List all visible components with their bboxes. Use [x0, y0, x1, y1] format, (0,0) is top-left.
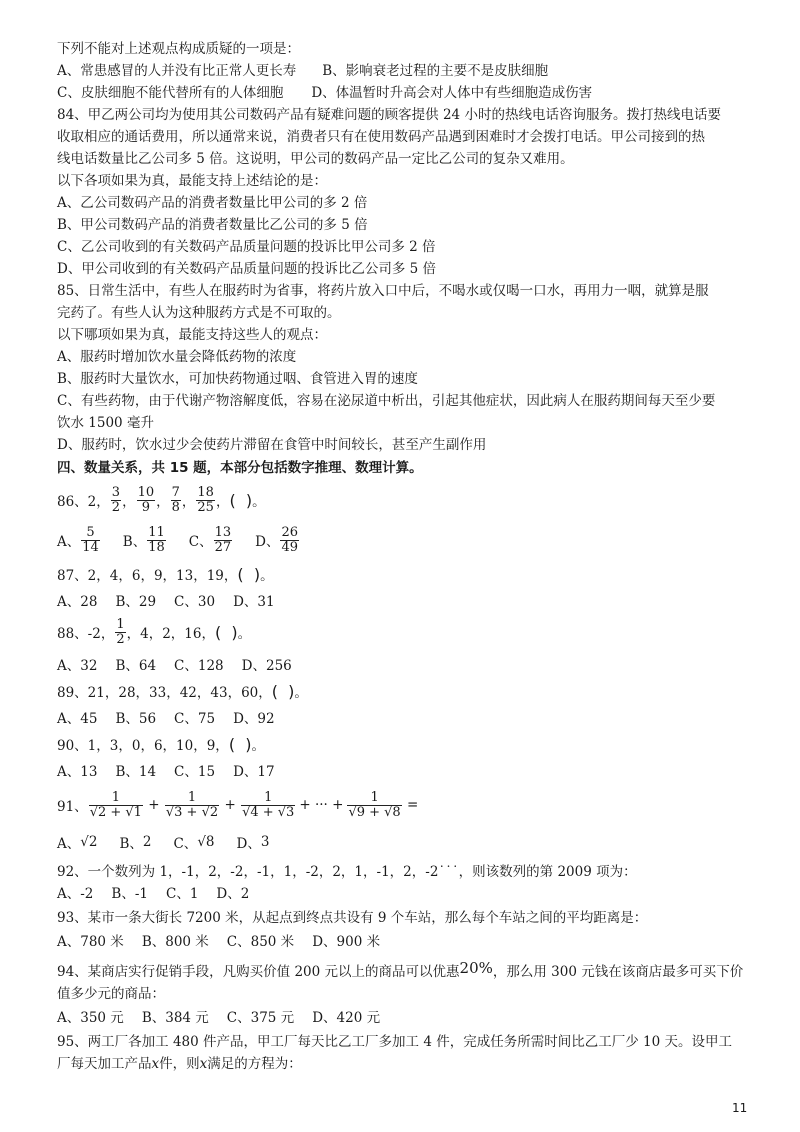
option-b: B、影响衰老过程的主要不是皮肤细胞 [322, 63, 549, 79]
question-93-options: A、780 米 B、800 米 C、850 米 D、900 米 [57, 934, 381, 950]
question-88-stem: 88、-2， $\frac{1}{2}$ ，4，2，16， ( ) 。 [57, 616, 252, 647]
question-94-line-2: 值多少元的商品： [57, 986, 165, 1002]
answer-blank: ( ) [214, 622, 238, 642]
question-88-options: A、32 B、64 C、128 D、256 [57, 658, 292, 674]
page-number: 11 [732, 1101, 748, 1115]
question-91-options: A、 √2 B、 2 C、 √8 D、 3 [57, 834, 270, 852]
fraction: $\frac{18}{25}$ [197, 484, 214, 515]
question-83-options-cd [57, 82, 747, 104]
question-83-stem: 下列不能对上述观点构成质疑的一项是： [57, 41, 300, 57]
question-85-option-b: B、服药时大量饮水，可加快药物通过咽、食管进入胃的速度 [57, 371, 418, 387]
question-85-option-c-line-2: 饮水 1500 毫升 [57, 415, 154, 431]
question-84-prompt: 以下各项如果为真，最能支持上述结论的是： [57, 173, 327, 189]
question-84-option-c: C、乙公司收到的有关数码产品质量问题的投诉比甲公司多 2 倍 [57, 239, 436, 255]
question-89-options: A、45 B、56 C、75 D、92 [57, 711, 275, 727]
fraction: $\frac{26}{49}$ [281, 524, 299, 555]
answer-blank: ( ) [271, 682, 295, 701]
question-84-option-b: B、甲公司数码产品的消费者数量比乙公司的多 5 倍 [57, 217, 368, 233]
question-87-stem: 87、2，4，6，9，13，19，( )。 [57, 565, 274, 584]
question-83-options-ab [57, 60, 747, 82]
question-92-stem: 92、一个数列为 1，-1，2，-2，-1，1，-2，2，1，-1，2，-2˙˙˙，则该数列的第 2009 项为： [57, 864, 637, 880]
question-85-prompt: 以下哪项如果为真，最能支持这些人的观点： [57, 327, 327, 343]
document-page [57, 38, 747, 1075]
question-87-options: A、28 B、29 C、30 D、31 [57, 594, 275, 610]
question-84-line-2: 收取相应的通话费用，所以通常来说，消费者只有在使用数码产品遇到困难时才会拨打电话。甲公司接到的热 [57, 129, 705, 145]
fraction: $\frac{1}{√9 + √8}$ [348, 789, 401, 820]
question-84-option-a: A、乙公司数码产品的消费者数量比甲公司的多 2 倍 [57, 195, 368, 211]
question-90-stem: 90、1，3，0，6，10，9，( )。 [57, 735, 265, 754]
question-86-stem: 86、2， $\frac{3}{2}$ ， $\frac{10}{9}$ ， $\frac{7}{8}$ ， $\frac{18}{25}$ ， ( ) 。 [57, 484, 266, 515]
question-94-line-1: 94、某商店实行促销手段，凡购买价值 200 元以上的商品可以优惠20%，那么用 300 元钱在该商店最多可买下价 [57, 959, 744, 980]
fraction: $\frac{1}{√4 + √3}$ [242, 789, 295, 820]
question-91-expression: 91、 $\frac{1}{√2 + √1}$ + $\frac{1}{√3 + √2}$ + $\frac{1}{√4 + √3}$ + ··· + $\frac{1}{√9 + √8}$ = [57, 789, 419, 820]
option-c: C、皮肤细胞不能代替所有的人体细胞 [57, 85, 284, 101]
fraction: $\frac{1}{√3 + √2}$ [165, 789, 219, 820]
question-85-option-a: A、服药时增加饮水量会降低药物的浓度 [57, 349, 297, 365]
question-94-options: A、350 元 B、384 元 C、375 元 D、420 元 [57, 1010, 381, 1026]
question-85-option-d: D、服药时，饮水过少会使药片滞留在食管中时间较长，甚至产生副作用 [57, 437, 487, 453]
fraction: $\frac{1}{2}$ [116, 616, 125, 647]
question-92-options: A、-2 B、-1 C、1 D、2 [57, 886, 250, 902]
fraction: $\frac{13}{27}$ [214, 524, 232, 555]
fraction: $\frac{7}{8}$ [171, 484, 180, 515]
question-89-stem: 89、21，28，33，42，43，60，( )。 [57, 682, 308, 701]
answer-blank: ( ) [229, 490, 253, 510]
fraction: $\frac{10}{9}$ [137, 484, 155, 515]
answer-blank: ( ) [228, 735, 252, 754]
question-95-line-2: 厂每天加工产品x件，则x满足的方程为： [57, 1056, 302, 1072]
fraction: $\frac{3}{2}$ [111, 484, 121, 515]
option-d: D、体温暂时升高会对人体中有些细胞造成伤害 [311, 85, 593, 101]
question-85-option-c-line-1: C、有些药物，由于代谢产物溶解度低，容易在泌尿道中析出，引起其他症状，因此病人在服药期间每天至少要 [57, 393, 716, 409]
answer-blank: ( ) [237, 565, 261, 584]
question-90-options: A、13 B、14 C、15 D、17 [57, 764, 275, 780]
fraction: $\frac{5}{14}$ [82, 524, 99, 555]
question-84-line-1: 84、甲乙两公司均为使用其公司数码产品有疑难问题的顾客提供 24 小时的热线电话咨询服务。拨打热线电话要 [57, 107, 721, 123]
question-84-option-d: D、甲公司收到的有关数码产品质量问题的投诉比乙公司多 5 倍 [57, 261, 436, 277]
fraction: $\frac{11}{18}$ [148, 524, 165, 555]
question-95-line-1: 95、两工厂各加工 480 件产品，甲工厂每天比乙工厂多加工 4 件，完成任务所需时间比乙工厂少 10 天。设甲工 [57, 1034, 732, 1050]
question-85-line-1: 85、日常生活中，有些人在服药时为省事，将药片放入口中后，不喝水或仅喝一口水，再用力一咽，就算是服 [57, 283, 709, 299]
section-heading: 四、数量关系，共 15 题，本部分包括数字推理、数理计算。 [57, 460, 423, 476]
question-86-options: A、 $\frac{5}{14}$ B、 $\frac{11}{18}$ C、 $\frac{13}{27}$ D、 $\frac{26}{49}$ [57, 524, 299, 555]
question-84-line-3: 线电话数量比乙公司多 5 倍。这说明，甲公司的数码产品一定比乙公司的复杂又难用。 [57, 151, 574, 167]
question-85-line-2: 完药了。有些人认为这种服药方式是不可取的。 [57, 305, 341, 321]
fraction: $\frac{1}{√2 + √1}$ [89, 789, 142, 820]
option-a: A、常患感冒的人并没有比正常人更长寿 [57, 63, 297, 79]
question-93-stem: 93、某市一条大街长 7200 米，从起点到终点共设有 9 个车站，那么每个车站之间的平均距离是： [57, 910, 648, 926]
